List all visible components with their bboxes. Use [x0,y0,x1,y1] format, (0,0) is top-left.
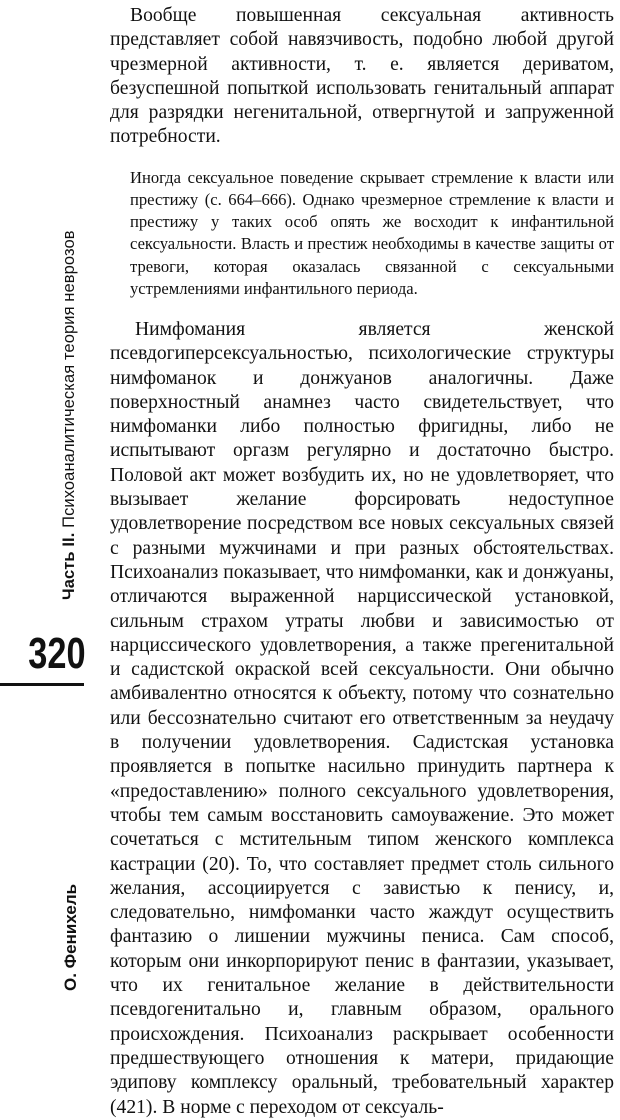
page-number: 320 [28,629,86,678]
indented-quote: Иногда сексуальное поведение скрывает стремление к власти или престижу (с. 664–666). Однако чрезмерное стремление к власти и престижу у таких особ опять же восходит к инфантильной сексуальности. Власть и престиж необходимы в качестве защиты от тревоги, которая оказалась связанной с сексуальными устремлениями инфантильного периода. [130,167,614,298]
running-head-part: Часть II. [60,532,78,600]
running-head-title: Психоаналитическая теория неврозов [60,230,78,533]
body-paragraph-2: Нимфомания является женской псевдогиперсексуальностью, психологические структуры нимфоманок и донжуанов аналогичны. Даже поверхностный анамнез часто свидетельствует, что нимфоманки либо полностью фригидны, либо не испытывают оргазм регулярно и достаточно быстро. Половой акт может возбудить их, но не удовлетворяет, что вызывает желание форсировать недоступное удовлетворение посредством все новых сексуальных связей с разными мужчинами и при разных обстоятельствах. Психоанализ показывает, что нимфоманки, как и донжуаны, отличаются выраженной нарциссической установкой, сильным страхом утраты любви и зависимостью от нарциссического удовлетворения, а также прегенитальной и садистской окраской всей сексуальности. Они обычно амбивалентно относятся к объекту, потому что сознательно или бессознательно считают его ответственным за неудачу в получении удовлетворения. Садистская установка проявляется в попытке насильно принудить партнера к «предоставлению» полного сексуального удовлетворения, чтобы тем самым восстановить самоуважение. Это может сочетаться с мстительным типом женского комплекса кастрации (20). То, что составляет предмет столь сильного желания, ассоциируется с завистью к пенису, и, следовательно, нимфоманки часто жаждут осуществить фантазию о лишении мужчины пениса. Сам способ, которым они инкорпорируют пенис в фантазии, указывает, что их генитальное желание в действительности псевдогенитально и, главным образом, орального происхождения. Психоанализ раскрывает особенности предшествующего отношения к матери, придающие эдипову комплексу оральный, требовательный характер (421). В норме с переходом от сексуаль- [110,319,614,1118]
page-sidebar [0,0,100,996]
page-body [110,0,614,1120]
running-head [60,230,79,600]
author-name: О. Фенихель [61,883,80,991]
page-number-rule [0,683,84,686]
body-paragraph-1: Вообще повышенная сексуальная активность представляет собой навязчивость, подобно любой другой чрезмерной активности, т. е. является дериватом, безуспешной попыткой использовать генитальный аппарат для разрядки негенитальной, отвергнутой и запруженной потребности. [110,5,614,148]
